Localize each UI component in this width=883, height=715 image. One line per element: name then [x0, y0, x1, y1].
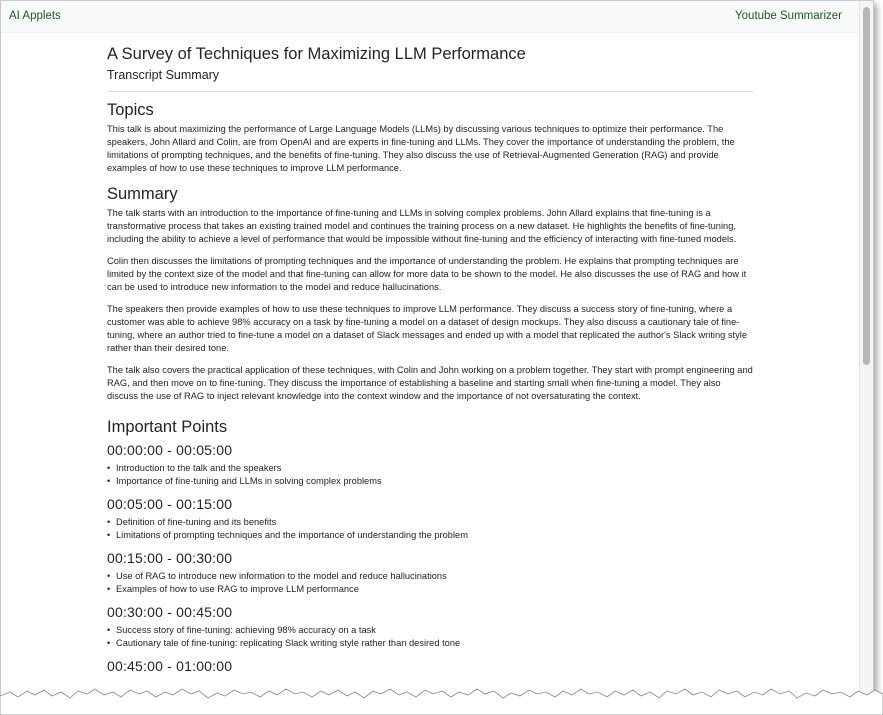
- divider: [107, 91, 753, 92]
- summary-heading: Summary: [107, 185, 178, 203]
- time-range-heading: 00:15:00 - 00:30:00: [107, 550, 233, 566]
- important-points-heading: Important Points: [107, 418, 228, 436]
- points-list: [107, 624, 753, 650]
- summary-paragraph: The talk also covers the practical application of these techniques, with Colin and John working on a problem together. They start with prompt engineering and RAG, and then move on to fine-tuning. They discuss the importance of establishing a baseline and starting small when fine-tuning a model. They also discuss the use of RAG to inject relevant knowledge into the context window and the importance of not oversaturating the context.: [107, 365, 753, 401]
- list-item: • Examples of how to use RAG to improve LLM performance: [107, 583, 753, 596]
- list-item: • Limitations of prompting techniques and the importance of understanding the problem: [107, 529, 753, 542]
- scrollbar-thumb[interactable]: [863, 7, 870, 365]
- list-item: • Importance of fine-tuning and LLMs in solving complex problems: [107, 475, 753, 488]
- time-range-heading: 00:00:00 - 00:05:00: [107, 442, 233, 458]
- brand-link[interactable]: AI Applets: [9, 10, 61, 22]
- torn-edge: [0, 682, 883, 715]
- summary-paragraph: Colin then discusses the limitations of prompting techniques and the importance of understanding the problem. He explains that prompting techniques are limited by the context size of the model and that fine-tuning can allow for more data to be shown to the model. He also discusses the use of RAG and how it can be used to introduce new information to the model and reduce hallucinations.: [107, 256, 747, 292]
- time-range-heading: 00:45:00 - 01:00:00: [107, 658, 233, 674]
- list-item: • Use of RAG to introduce new information to the model and reduce hallucinations: [107, 570, 753, 583]
- summary-paragraph: The talk starts with an introduction to the importance of fine-tuning and LLMs in solving complex problems. John Allard explains that fine-tuning is a transformative process that takes an existing trained model and continues the training process on a new dataset. He highlights the benefits of fine-tuning, including the ability to achieve a level of performance that would be impossible without fine-tuning and the efficiency of interacting with fine-tuned models.: [107, 208, 737, 244]
- topics-heading: Topics: [107, 101, 154, 119]
- youtube-summarizer-link[interactable]: Youtube Summarizer: [735, 10, 842, 22]
- list-item: • Cautionary tale of fine-tuning: replicating Slack writing style rather than desired tone: [107, 637, 753, 650]
- list-item: • Definition of fine-tuning and its benefits: [107, 516, 753, 529]
- page-subtitle: Transcript Summary: [107, 68, 220, 82]
- list-item: • Success story of fine-tuning: achieving 98% accuracy on a task: [107, 624, 753, 637]
- points-list: [107, 516, 753, 542]
- list-item: • Introduction to the talk and the speakers: [107, 462, 753, 475]
- points-list: [107, 570, 753, 596]
- summary-paragraph: The speakers then provide examples of how to use these techniques to improve LLM performance. They discuss a success story of fine-tuning, where a customer was able to achieve 98% accuracy on a task by fine-tuning a model on a dataset of design mockups. They also discuss a cautionary tale of fine-tuning, where an author tried to fine-tune a model on a dataset of Slack messages and ended up with a model that replicated the author's Slack writing style rather than their desired tone.: [107, 304, 748, 353]
- time-range-heading: 00:05:00 - 00:15:00: [107, 496, 233, 512]
- page-title: A Survey of Techniques for Maximizing LLM Performance: [107, 45, 526, 63]
- time-range-heading: 00:30:00 - 00:45:00: [107, 604, 233, 620]
- points-list: [107, 462, 753, 488]
- top-navbar: [1, 1, 859, 33]
- summary-body: [107, 100, 753, 678]
- topics-text: This talk is about maximizing the performance of Large Language Models (LLMs) by discussing various techniques to optimize their performance. The speakers, John Allard and Colin, are from OpenAI and are experts in fine-tuning and LLMs. They cover the importance of understanding the problem, the limitations of prompting techniques, and the benefits of fine-tuning. They also discuss the use of Retrieval-Augmented Generation (RAG) and provide examples of how to use these techniques to improve LLM performance.: [107, 124, 735, 173]
- vertical-scrollbar[interactable]: [859, 1, 874, 705]
